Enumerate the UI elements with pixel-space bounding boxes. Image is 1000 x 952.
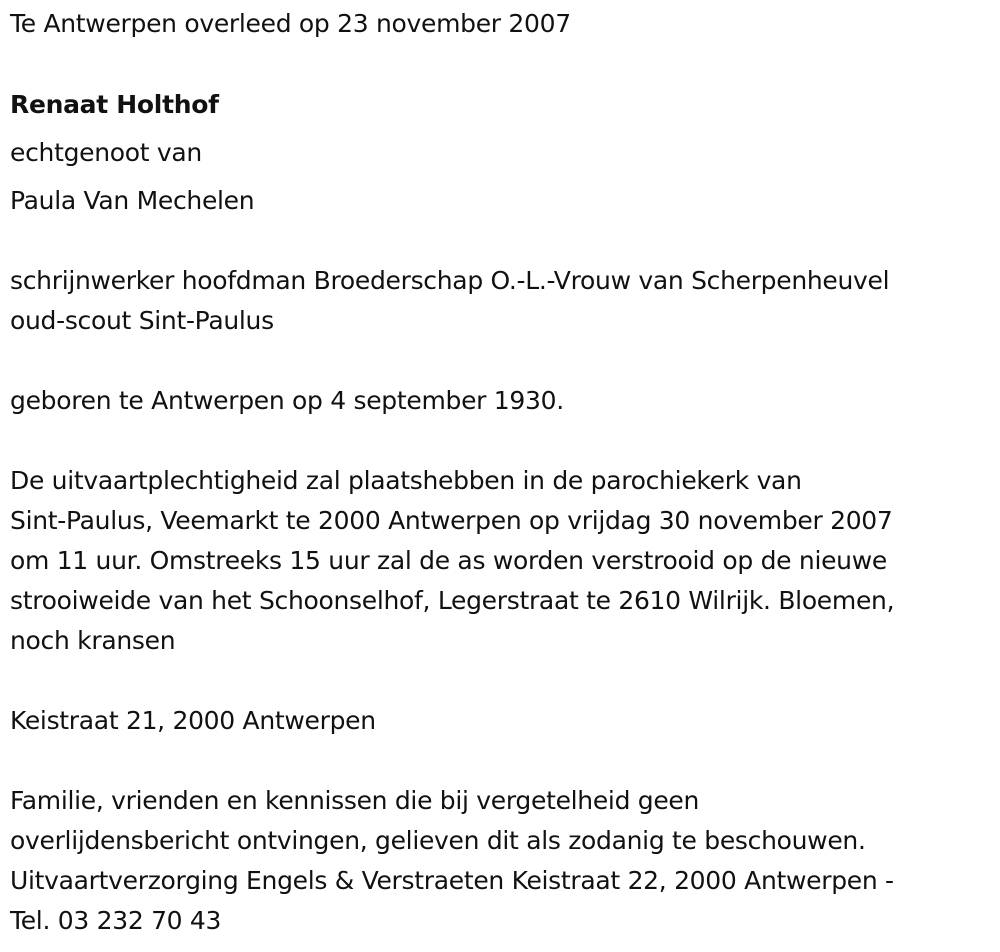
funeral-line: noch kransen <box>10 626 176 655</box>
deceased-name: Renaat Holthof <box>10 90 219 119</box>
closing-line: Familie, vrienden en kennissen die bij vergetelheid geen <box>10 786 700 815</box>
funeral-line: strooiweide van het Schoonselhof, Legerstraat te 2610 Wilrijk. Bloemen, <box>10 586 895 615</box>
scout-line: oud-scout Sint-Paulus <box>10 306 274 335</box>
funeral-line: om 11 uur. Omstreeks 15 uur zal de as worden verstrooid op de nieuwe <box>10 546 887 575</box>
closing-line: Tel. 03 232 70 43 <box>10 906 222 935</box>
relation-text: echtgenoot van <box>10 138 202 167</box>
intro-text: Te Antwerpen overleed op 23 november 2007 <box>10 9 571 38</box>
closing-line: overlijdensbericht ontvingen, gelieven dit als zodanig te beschouwen. <box>10 826 866 855</box>
funeral-line: Sint-Paulus, Veemarkt te 2000 Antwerpen op vrijdag 30 november 2007 <box>10 506 893 535</box>
address-line: Keistraat 21, 2000 Antwerpen <box>10 706 376 735</box>
occupation-line: schrijnwerker hoofdman Broederschap O.-L.-Vrouw van Scherpenheuvel <box>10 266 890 295</box>
birth-line: geboren te Antwerpen op 4 september 1930. <box>10 386 564 415</box>
spouse-name: Paula Van Mechelen <box>10 186 255 215</box>
funeral-line: De uitvaartplechtigheid zal plaatshebben in de parochiekerk van <box>10 466 802 495</box>
closing-line: Uitvaartverzorging Engels & Verstraeten Keistraat 22, 2000 Antwerpen - <box>10 866 894 895</box>
